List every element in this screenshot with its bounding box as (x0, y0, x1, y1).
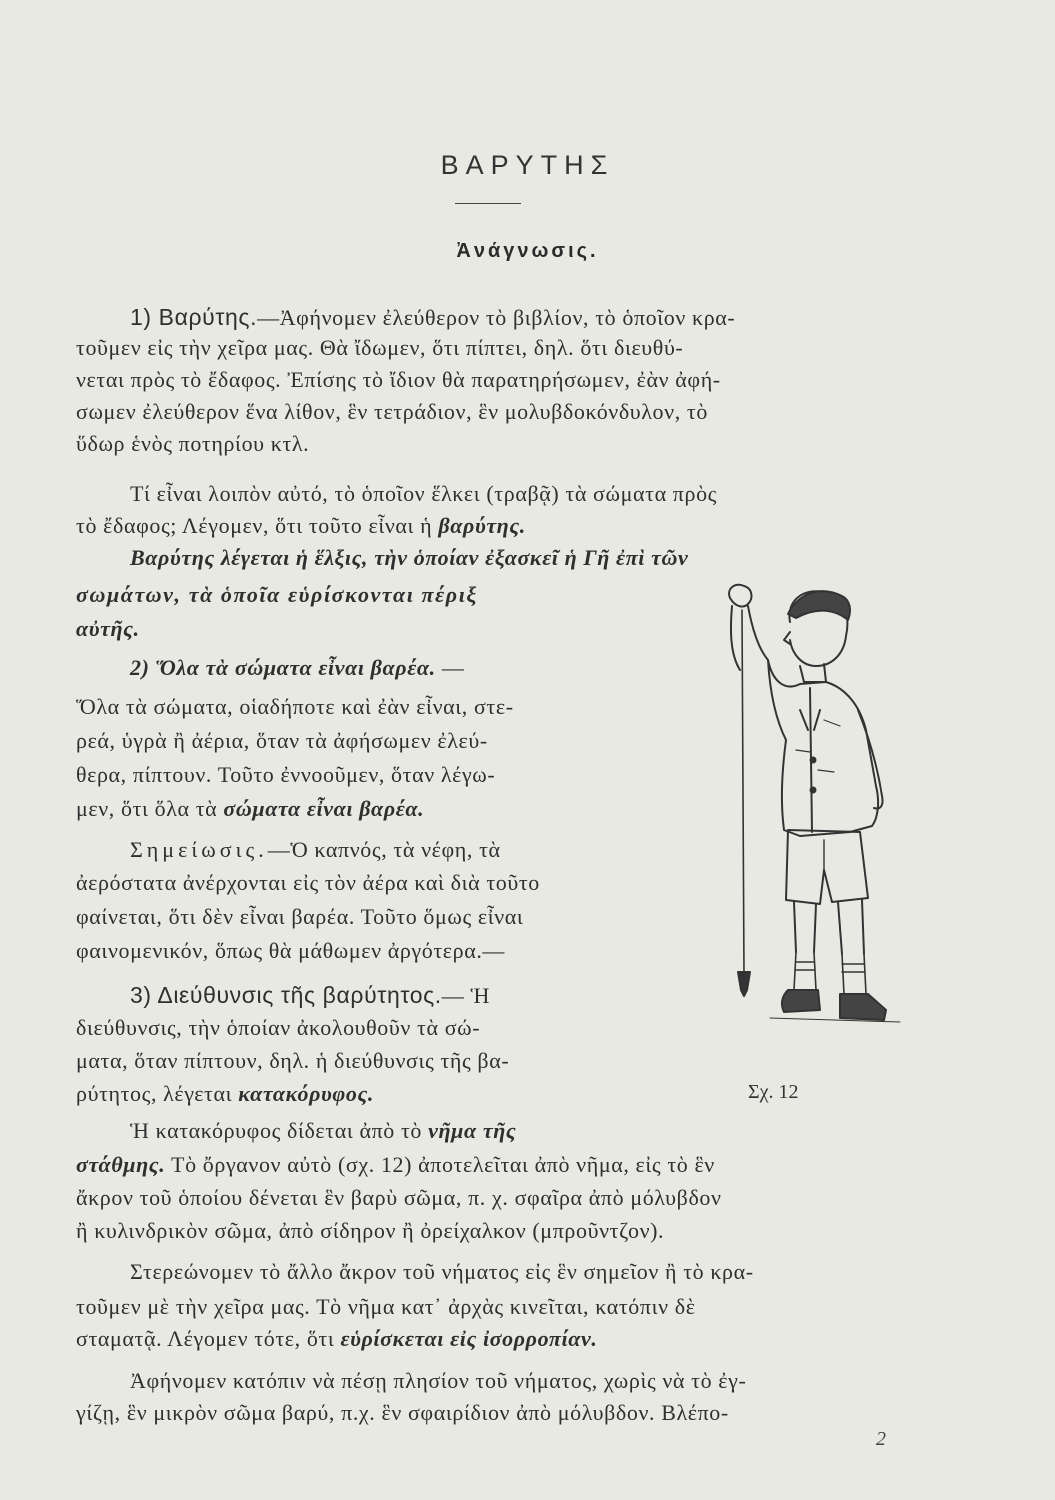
p4-line-1 (130, 980, 490, 1011)
figure-boy-plumb-line (700, 570, 910, 1070)
p5-line-3: ἄκρον τοῦ ὁποίου δένεται ἓν βαρὺ σῶμα, π. χ. σφαῖρα ἀπὸ μόλυβδον (76, 1185, 722, 1210)
p5-line-2 (76, 1150, 715, 1180)
p2-line-2 (76, 511, 526, 541)
p1-line-1-text: —Ἀφήνομεν ἐλεύθερον τὸ βιβλίον, τὸ ὁποῖον κρα- (257, 305, 736, 330)
p4-line-3: ματα, ὅταν πίπτουν, δηλ. ἡ διεύθυνσις τῆς βα- (76, 1048, 510, 1073)
term-plumb-line-2: στάθμης. (76, 1152, 166, 1177)
p4-line-1-text: — Ἡ (441, 983, 490, 1008)
note-line-1 (130, 835, 501, 865)
p1-line-3: νεται πρὸς τὸ ἔδαφος. Ἐπίσης τὸ ἴδιον θὰ παρατηρήσωμεν, ἐὰν ἀφή- (76, 367, 721, 392)
p6-line-3 (76, 1324, 597, 1354)
definition-line-1: Βαρύτης λέγεται ἡ ἕλξις, τὴν ὁποίαν ἐξασκεῖ ἡ Γῆ ἐπὶ τῶν (130, 545, 689, 570)
button-2 (811, 788, 816, 793)
left-sock (794, 952, 816, 990)
nose (784, 632, 790, 644)
button-1 (811, 758, 816, 763)
note-line-2: ἀερόστατα ἀνέρχονται εἰς τὸν ἀέρα καὶ διὰ τοῦτο (76, 870, 540, 895)
p6-line-2: τοῦμεν μὲ τὴν χεῖρα μας. Τὸ νῆμα κατ᾽ ἀρχὰς κινεῖται, κατόπιν δὲ (76, 1294, 696, 1319)
plumb-string (742, 610, 744, 975)
shorts (786, 830, 868, 904)
p3-line-4: θερα, πίπτουν. Τοῦτο ἐννοοῦμεν, ὅταν λέγω- (76, 762, 496, 787)
definition-line-3: αὐτῆς. (76, 616, 140, 641)
p2-line-1: Τί εἶναι λοιπὸν αὐτό, τὸ ὁποῖον ἕλκει (τραβᾷ) τὰ σώματα πρὸς (130, 481, 717, 506)
p1-line-2: τοῦμεν εἰς τὴν χεῖρα μας. Θὰ ἴδωμεν, ὅτι πίπτει, δηλ. ὅτι διευθύ- (76, 335, 684, 360)
p1-heading: 1) Βαρύτης. (130, 304, 258, 330)
page-number: 2 (876, 1428, 886, 1450)
definition-line-2: σωμάτων, τὰ ὁποῖα εὑρίσκονται πέριξ (76, 582, 478, 607)
p1-line-1 (130, 302, 735, 333)
p4-line-4 (76, 1079, 374, 1109)
term-plumb-line-1: νῆμα τῆς (428, 1118, 517, 1143)
page-title: ΒΑΡΥΤΗΣ (440, 150, 615, 180)
jacket-hatching (796, 720, 840, 772)
p3-line-5-text: μεν, ὅτι ὅλα τὰ (76, 796, 224, 821)
p5-line-2-text: Τὸ ὄργανον αὐτὸ (σχ. 12) ἀποτελεῖται ἀπὸ νῆμα, εἰς τὸ ἓν (165, 1152, 715, 1177)
p4-heading: 3) Διεύθυνσις τῆς βαρύτητος. (130, 982, 442, 1008)
p3-dash: — (435, 655, 465, 680)
term-equilibrium: εὑρίσκεται εἰς ἰσορροπίαν. (340, 1326, 598, 1351)
hair (788, 591, 850, 620)
p3-line-2: Ὅλα τὰ σώματα, οἱαδήποτε καὶ ἐὰν εἶναι, στε- (76, 694, 514, 719)
p7-line-2: γίζῃ, ἓν μικρὸν σῶμα βαρύ, π.χ. ἓν σφαιρίδιον ἀπὸ μόλυβδον. Βλέπο- (76, 1400, 729, 1425)
left-shoe (782, 990, 820, 1012)
note-line-4: φαινομενικόν, ὅπως θὰ μάθωμεν ἀργότερα.— (76, 938, 506, 963)
p3-line-1 (130, 653, 464, 683)
title-rule (455, 203, 521, 204)
p3-line-3: ρεά, ὑγρὰ ἢ ἀέρια, ὅταν τὰ ἀφήσωμεν ἐλεύ- (76, 728, 488, 753)
note-line-3: φαίνεται, ὅτι δὲν εἶναι βαρέα. Τοῦτο ὅμως εἶναι (76, 904, 524, 929)
left-leg (794, 902, 816, 952)
p4-line-4-text: ρύτητος, λέγεται (76, 1081, 239, 1106)
p3-heading: 2) Ὅλα τὰ σώματα εἶναι βαρέα. (130, 655, 436, 680)
p6-line-3-text: σταματᾷ. Λέγομεν τότε, ὅτι (76, 1326, 341, 1351)
p2-line-2-text: τὸ ἔδαφος; Λέγομεν, ὅτι τοῦτο εἶναι ἡ (76, 513, 439, 538)
raised-arm (731, 606, 768, 670)
section-subtitle: Ἀνάγνωσις. (456, 240, 599, 262)
term-vertical: κατακόρυφος. (238, 1081, 375, 1106)
figure-caption: Σχ. 12 (748, 1081, 799, 1103)
p5-line-1 (130, 1116, 516, 1146)
jacket (768, 660, 878, 836)
note-line-1-text: —Ὁ καπνός, τὰ νέφη, τὰ (267, 837, 501, 862)
p1-line-4: σωμεν ἐλεύθερον ἕνα λίθον, ἓν τετράδιον, ἓν μολυβδοκόνδυλον, τὸ (76, 399, 708, 424)
right-shoe (840, 994, 886, 1020)
p7-line-1: Ἀφήνομεν κατόπιν νὰ πέσῃ πλησίον τοῦ νήματος, χωρὶς νὰ τὸ ἐγ- (130, 1368, 747, 1393)
p5-line-4: ἢ κυλινδρικὸν σῶμα, ἀπὸ σίδηρον ἢ ὀρείχαλκον (μπροῦντζον). (76, 1218, 665, 1243)
term-bodies-heavy: σώματα εἶναι βαρέα. (223, 796, 425, 821)
p3-line-5 (76, 794, 424, 824)
note-heading: Σημείωσις. (130, 837, 268, 862)
p5-line-1-text: Ἡ κατακόρυφος δίδεται ἀπὸ τὸ (130, 1118, 429, 1143)
raised-hand (729, 585, 751, 607)
right-leg (838, 900, 864, 954)
plumb-bob (738, 972, 750, 996)
right-sock (842, 954, 866, 994)
p1-line-5: ὕδωρ ἑνὸς ποτηρίου κτλ. (76, 431, 310, 456)
p4-line-2: διεύθυνσις, τὴν ὁποίαν ἀκολουθοῦν τὰ σώ- (76, 1015, 481, 1040)
p6-line-1: Στερεώνομεν τὸ ἄλλο ἄκρον τοῦ νήματος εἰς ἓν σημεῖον ἢ τὸ κρα- (130, 1259, 754, 1284)
term-barytis: βαρύτης. (438, 513, 526, 538)
